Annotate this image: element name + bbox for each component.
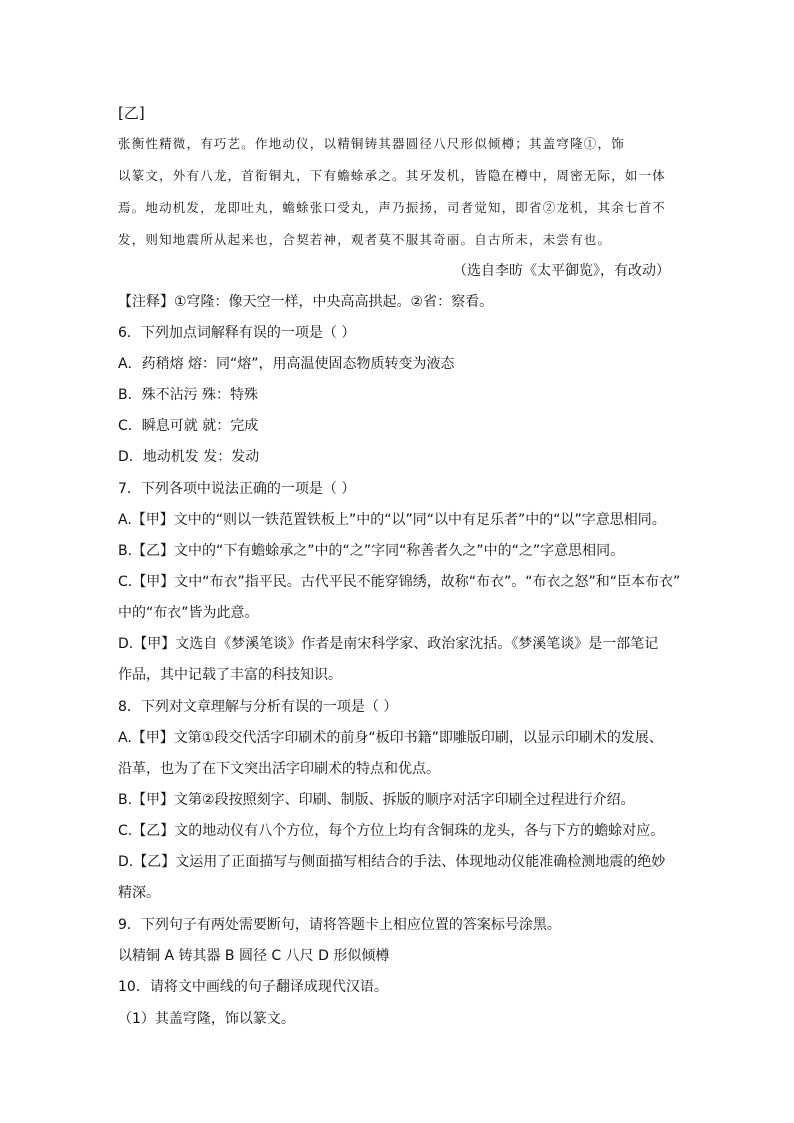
question-6-stem: 6．下列加点词解释有误的一项是（ ）: [118, 325, 356, 341]
passage-line: 焉。地动机发，龙即吐丸，蟾蜍张口受丸，声乃振扬，司者觉知，即省②龙机，其余七首不: [118, 200, 667, 215]
question-8-option-a-cont: 沿革，也为了在下文突出活字印刷术的特点和优点。: [118, 761, 440, 777]
annotation-note: 【注释】①穹隆：像天空一样，中央高高拱起。②省：察看。: [118, 294, 494, 310]
question-7-stem: 7．下列各项中说法正确的一项是（ ）: [118, 481, 356, 497]
question-7-option-d: D.【甲】文选自《梦溪笔谈》作者是南宋科学家、政治家沈括。《梦溪笔谈》是一部笔记: [118, 636, 659, 652]
question-8-stem: 8．下列对文章理解与分析有误的一项是（ ）: [118, 699, 398, 715]
question-7-option-a: A.【甲】文中的“则以一铁范置铁板上”中的“以”同“以中有足乐者”中的“以”字意思相同。: [118, 512, 666, 528]
question-7-option-b: B.【乙】文中的“下有蟾蜍承之”中的“之”字同“称善者久之”中的“之”字意思相同。: [118, 543, 625, 559]
passage-line: 以篆文，外有八龙，首衔铜丸，下有蟾蜍承之。其牙发机，皆隐在樽中，周密无际，如一体: [118, 168, 667, 183]
question-10-stem: 10．请将文中画线的句子翻译成现代汉语。: [118, 979, 388, 995]
question-6-option-d: D．地动机发 发：发动: [118, 449, 260, 465]
question-9-stem: 9．下列句子有两处需要断句，请将答题卡上相应位置的答案标号涂黑。: [118, 917, 561, 933]
question-7-option-c-cont: 中的“布衣”皆为此意。: [118, 605, 259, 621]
question-7-option-c: C.【甲】文中“布衣”指平民。古代平民不能穿锦绣，故称“布衣”。“布衣之怒”和“臣本布衣”: [118, 574, 681, 590]
passage-line: 张衡性精微，有巧艺。作地动仪，以精铜铸其器圆径八尺形似倾樽；其盖穹隆①，饰: [118, 136, 625, 151]
question-6-option-c: C．瞬息可就 就：完成: [118, 418, 259, 434]
question-9-sentence: 以精铜 A 铸其器 B 圆径 C 八尺 D 形似倾樽: [118, 948, 390, 964]
question-10-item-1: （1）其盖穹隆，饰以篆文。: [118, 1011, 295, 1027]
passage-line: 发，则知地震所从起来也，合契若神，观者莫不服其奇丽。自古所未，未尝有也。: [118, 232, 612, 247]
question-8-option-b: B.【甲】文第②段按照刻字、印刷、制版、拆版的顺序对活字印刷全过程进行介绍。: [118, 792, 635, 808]
section-tag: [乙]: [118, 104, 145, 122]
question-8-option-d: D.【乙】文运用了正面描写与侧面描写相结合的手法、体现地动仪能准确检测地震的绝妙: [118, 854, 666, 870]
source-citation: （选自李昉《太平御览》，有改动）: [453, 263, 670, 279]
question-6-option-a: A．药稍熔 熔：同“熔”，用高温使固态物质转变为液态: [118, 356, 455, 372]
question-6-option-b: B．殊不沾污 殊：特殊: [118, 387, 259, 403]
question-8-option-a: A.【甲】文第①段交代活字印刷术的前身“板印书籍”即雕版印刷，以显示印刷术的发展、: [118, 730, 663, 746]
question-7-option-d-cont: 作品，其中记载了丰富的科技知识。: [118, 667, 342, 683]
question-8-option-d-cont: 精深。: [118, 885, 160, 901]
question-8-option-c: C.【乙】文的地动仪有八个方位，每个方位上均有含铜珠的龙头，各与下方的蟾蜍对应。: [118, 823, 665, 839]
